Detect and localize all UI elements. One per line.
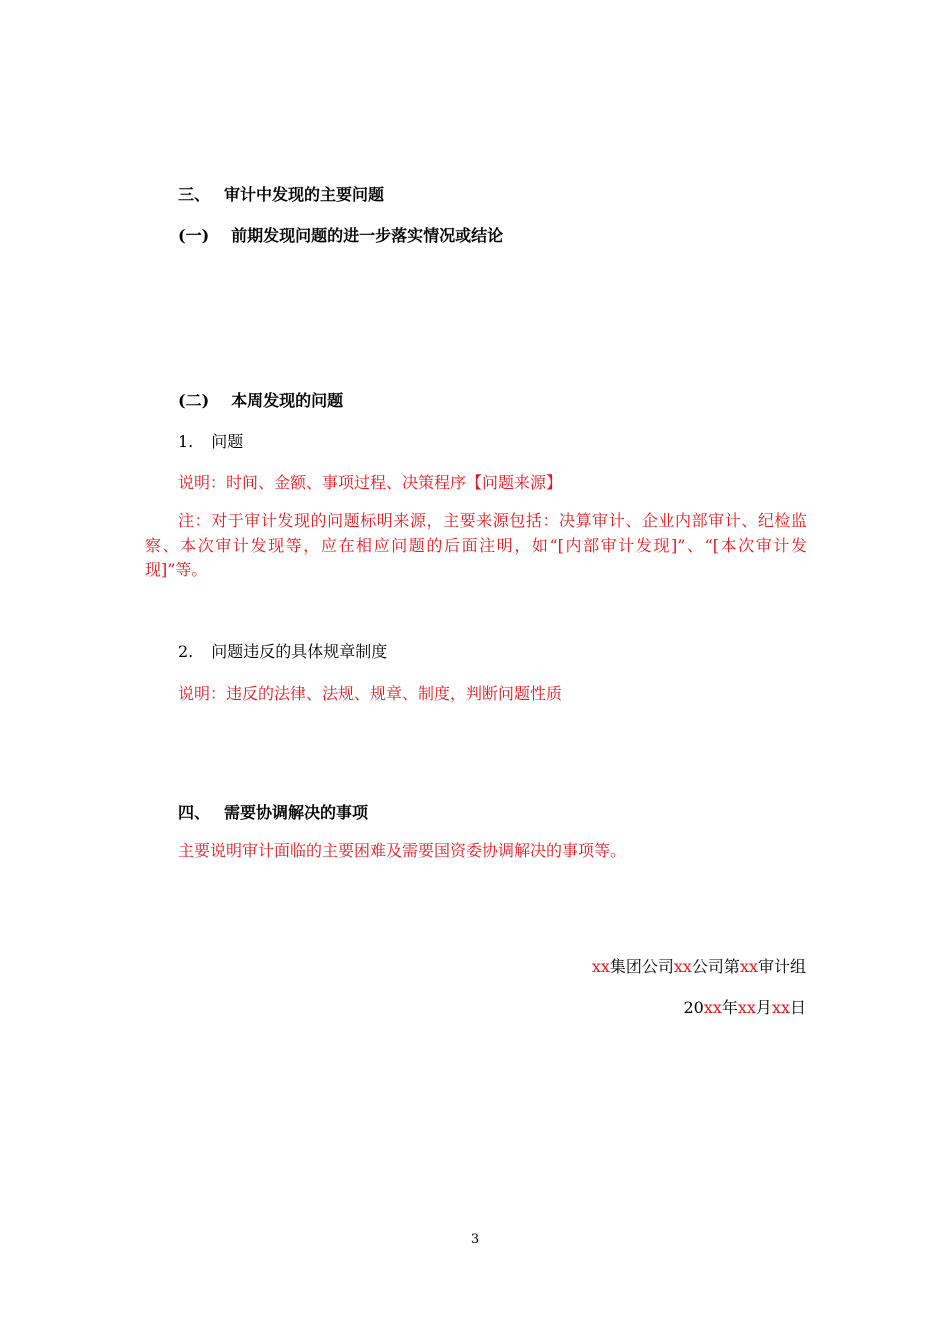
subsection-2-heading <box>178 391 343 411</box>
subsection-2-number: (二) <box>178 391 210 410</box>
date-day-label: 日 <box>789 998 806 1017</box>
date-line <box>683 998 806 1018</box>
item-2-title: 问题违反的具体规章制度 <box>211 642 388 661</box>
item-1-remark: 注：对于审计发现的问题标明来源，主要来源包括：决算审计、企业内部审计、纪检监察、本次审计发现等，应在相应问题的后面注明，如“[内部审计发现]”、“[本次审计发现]”等。 <box>145 511 807 579</box>
section-3-title: 审计中发现的主要问题 <box>224 185 385 204</box>
subsection-1-number: (一) <box>178 226 210 245</box>
date-month-label: 月 <box>755 998 772 1017</box>
date-year-label: 年 <box>721 998 738 1017</box>
item-1-note: 说明：时间、金额、事项过程、决策程序【问题来源】 <box>178 473 563 492</box>
date-placeholder-month: xx <box>737 998 756 1017</box>
date-placeholder-year: xx <box>703 998 722 1017</box>
section-4-heading <box>178 803 368 823</box>
signature-part-2: 公司第 <box>691 957 740 976</box>
item-1-number: 1. <box>178 432 194 451</box>
signature-placeholder-2: xx <box>673 957 692 976</box>
section-3-number: 三、 <box>178 185 211 204</box>
signature-placeholder-3: xx <box>739 957 758 976</box>
item-2-number: 2. <box>178 642 194 661</box>
section-4-title: 需要协调解决的事项 <box>224 803 369 822</box>
item-2-heading <box>178 642 387 662</box>
section-4-number: 四、 <box>178 803 211 822</box>
subsection-2-title: 本周发现的问题 <box>231 391 344 410</box>
signature-line <box>592 957 806 977</box>
page-number: 3 <box>470 1232 480 1247</box>
signature-part-3: 审计组 <box>757 957 806 976</box>
subsection-1-title: 前期发现问题的进一步落实情况或结论 <box>231 226 504 245</box>
signature-placeholder-1: xx <box>591 957 610 976</box>
date-placeholder-day: xx <box>771 998 790 1017</box>
item-1-heading <box>178 432 243 452</box>
section-4-note: 主要说明审计面临的主要困难及需要国资委协调解决的事项等。 <box>178 841 627 860</box>
subsection-1-heading <box>178 226 503 246</box>
section-3-heading <box>178 185 384 205</box>
item-2-note: 说明：违反的法律、法规、规章、制度，判断问题性质 <box>178 684 563 703</box>
signature-part-1: 集团公司 <box>609 957 674 976</box>
date-prefix: 20 <box>683 998 704 1017</box>
item-1-title: 问题 <box>211 432 244 451</box>
